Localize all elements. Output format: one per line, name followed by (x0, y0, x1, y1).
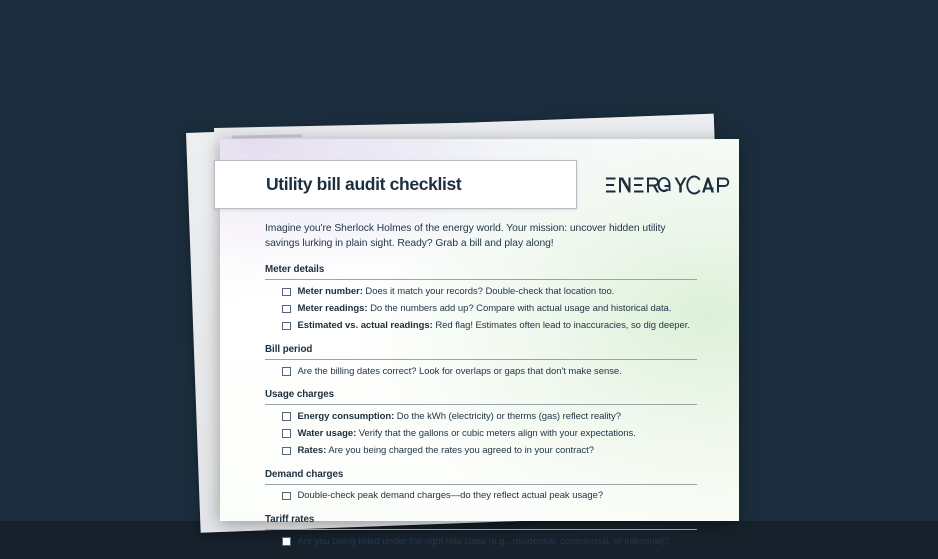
checklist-item-lead: Rates: (297, 445, 327, 457)
section-heading: Tariff rates (265, 513, 315, 525)
checklist-item-label (298, 536, 671, 548)
checkbox-icon[interactable] (282, 322, 291, 331)
checklist-section (265, 514, 699, 550)
checklist-item[interactable] (265, 318, 699, 335)
section-divider (265, 484, 697, 485)
section-divider (265, 529, 697, 530)
checklist-item-label (298, 303, 672, 315)
checklist-item-lead: Meter readings: (297, 303, 368, 315)
checklist-item-lead: Estimated vs. actual readings: (297, 320, 433, 332)
checklist-section (265, 264, 699, 335)
section-divider (265, 359, 697, 360)
checkbox-icon[interactable] (282, 447, 291, 456)
page-title: Utility bill audit checklist (266, 174, 462, 194)
checklist-page (220, 139, 739, 547)
checklist-item[interactable] (265, 425, 699, 442)
checklist-section (265, 344, 699, 380)
checklist-item-body: Red flag! Estimates often lead to inaccuracies, so dig deeper. (432, 320, 690, 332)
section-heading: Demand charges (265, 468, 344, 480)
checklist-item-lead: Meter number: (297, 286, 363, 297)
section-divider (265, 404, 697, 405)
checklist-item[interactable] (265, 443, 699, 460)
background-paper-sheet-line (232, 134, 302, 138)
checklist-item-body: Are you being charged the rates you agreed to in your contract? (326, 445, 594, 457)
checklist-sections (265, 264, 699, 550)
checklist-item-body: Do the kWh (electricity) or therms (gas) reflect reality? (394, 410, 621, 422)
checklist-item[interactable] (265, 533, 699, 550)
checklist-item-label (298, 411, 621, 423)
checklist-item-label (298, 286, 615, 298)
checklist-item-label (298, 320, 690, 332)
checklist-item-label (298, 366, 622, 378)
section-heading: Bill period (265, 343, 313, 355)
checkbox-icon[interactable] (282, 288, 291, 297)
checkbox-icon[interactable] (282, 412, 291, 421)
checklist-item-body: Are the billing dates correct? Look for overlaps or gaps that don't make sense. (297, 365, 622, 377)
checklist-item-body: Verify that the gallons or cubic meters align with your expectations. (356, 427, 636, 439)
checkbox-icon[interactable] (282, 305, 291, 314)
section-heading: Meter details (265, 264, 325, 276)
checkbox-icon[interactable] (282, 367, 291, 376)
checklist-item-label (298, 428, 636, 440)
checkbox-icon[interactable] (282, 492, 291, 501)
checklist-item[interactable] (265, 408, 699, 425)
checkbox-icon[interactable] (282, 429, 291, 438)
checklist-item-label (298, 490, 604, 502)
checklist-item-body: Are you being billed under the right rate class (e.g., residential, commercial, or industrial)? (297, 535, 671, 547)
checklist-item[interactable] (265, 488, 699, 505)
checklist-item[interactable] (265, 283, 699, 300)
checkbox-icon[interactable] (282, 537, 291, 546)
checklist-item-body: Double-check peak demand charges—do they reflect actual peak usage? (297, 490, 604, 502)
checklist-item-label (298, 445, 594, 457)
checklist-section (265, 469, 699, 505)
section-divider (265, 279, 697, 280)
section-heading: Usage charges (265, 389, 335, 401)
checklist-item[interactable] (265, 363, 699, 380)
checklist-item-lead: Energy consumption: (297, 410, 395, 422)
checklist-item-lead: Water usage: (297, 427, 357, 439)
checklist-item[interactable] (265, 301, 699, 318)
energycap-logo (606, 177, 712, 193)
page-title-box (214, 160, 577, 209)
checklist-item-body: Does it match your records? Double-check that location too. (362, 286, 615, 297)
intro-paragraph: Imagine you're Sherlock Holmes of the energy world. Your mission: uncover hidden utility savings lurking in plain sight. Ready? Grab a bill and play along! (265, 223, 666, 250)
checklist-section (265, 389, 699, 460)
checklist-content (265, 221, 699, 559)
checklist-item-body: Do the numbers add up? Compare with actual usage and historical data. (367, 303, 672, 315)
